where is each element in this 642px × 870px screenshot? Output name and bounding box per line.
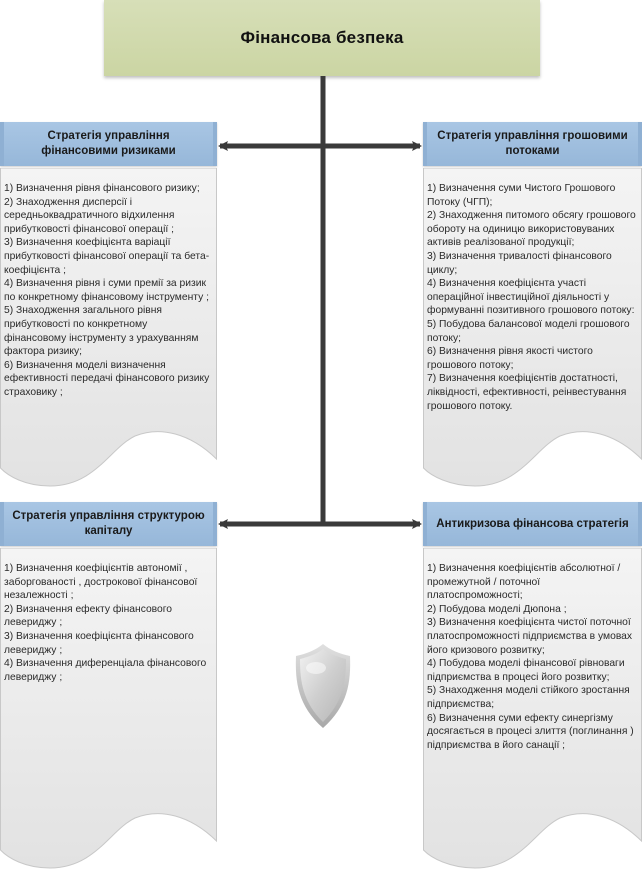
card-body: [423, 168, 642, 488]
card-item: 5) Побудова балансової моделі грошового потоку;: [427, 318, 630, 344]
card-item: 3) Визначення тривалості фінансового циклу;: [427, 250, 612, 276]
card-item: 6) Визначення рівня якості чистого грошового потоку;: [427, 346, 593, 371]
card-title: Стратегія управління фінансовими ризиками: [41, 130, 176, 157]
card-item: 7) Визначення коефіцієнтів достатності, ліквідності, ефективності, реінвестування грошового потоку.: [427, 373, 627, 412]
card-header: [423, 122, 642, 166]
card-item: 2) Визначення ефекту фінансового левериджу ;: [4, 603, 173, 629]
card-anticrisis-strategy: [423, 502, 642, 870]
card-item: 6) Визначення моделі визначення ефективності передачі фінансового ризику страховику ;: [4, 359, 210, 398]
card-item-list: [427, 562, 636, 752]
card-item: 4) Визначення диференціала фінансового левериджу ;: [4, 658, 207, 683]
card-item-list: [4, 182, 211, 400]
card-item: 3) Визначення коефіцієнта чистої поточної платоспроможності підприємства в умовах його кризового розвитку;: [427, 617, 633, 656]
card-body: [423, 548, 642, 870]
card-title: Стратегія управління структурою капіталу: [12, 510, 205, 537]
card-item: 3) Визначення коефіцієнта варіації прибутковості фінансової операції та бета-коефіцієнта ;: [4, 237, 210, 276]
card-title: Антикризова фінансова стратегія: [436, 517, 629, 530]
card-item: 5) Знаходження загального рівня прибутковості по конкретному фінансовому інструменту з урахуванням фактора ризику;: [4, 305, 199, 358]
card-item: 3) Визначення коефіцієнта фінансового левериджу ;: [4, 630, 194, 656]
card-item: 1) Визначення коефіцієнтів автономії , заборгованості , дострокової фінансової незалежності ;: [4, 563, 198, 602]
card-item: 2) Побудова моделі Дюпона ;: [427, 603, 567, 615]
card-body: [0, 548, 217, 870]
card-body: [0, 168, 217, 488]
card-item: 1) Визначення рівня фінансового ризику;: [4, 183, 200, 194]
shield-icon: [292, 642, 354, 730]
card-item: 4) Визначення коефіцієнта участі операційної інвестиційної діяльності у формуванні позитивного грошового потоку:: [427, 278, 635, 317]
card-item: 2) Знаходження питомого обсягу грошового обороту на одиницю використовуваних активів реалізованої продукції;: [427, 210, 636, 249]
card-item-list: [427, 182, 636, 413]
card-header: [423, 502, 642, 546]
card-header: [0, 502, 217, 546]
card-item: 2) Знаходження дисперсії і середньоквадратичного відхилення прибутковості фінансової операції ;: [4, 196, 175, 235]
root-node-financial-security: [104, 0, 540, 76]
card-item: 5) Знаходження моделі стійкого зростання підприємства;: [427, 685, 630, 710]
card-capital-structure-strategy: [0, 502, 217, 870]
card-risk-strategy: [0, 122, 217, 488]
card-item: 4) Побудова моделі фінансової рівноваги підприємства в процесі його розвитку;: [427, 658, 625, 683]
card-item: 1) Визначення суми Чистого Грошового Потоку (ЧГП);: [427, 183, 616, 208]
card-title: Стратегія управління грошовими потоками: [437, 130, 628, 157]
card-item-list: [4, 562, 211, 684]
card-header: [0, 122, 217, 166]
card-item: 1) Визначення коефіцієнтів абсолютної / промежутной / поточної платоспроможності;: [427, 563, 621, 602]
card-cashflow-strategy: [423, 122, 642, 488]
card-item: 4) Визначення рівня і суми премії за ризик по конкретному фінансовому інструменту ;: [4, 278, 209, 303]
card-item: 6) Визначення суми ефекту синергізму досягається в процесі злиття (поглинання ) підприємства в його санації ;: [427, 712, 634, 751]
root-node-title: Фінансова безпека: [240, 28, 404, 47]
